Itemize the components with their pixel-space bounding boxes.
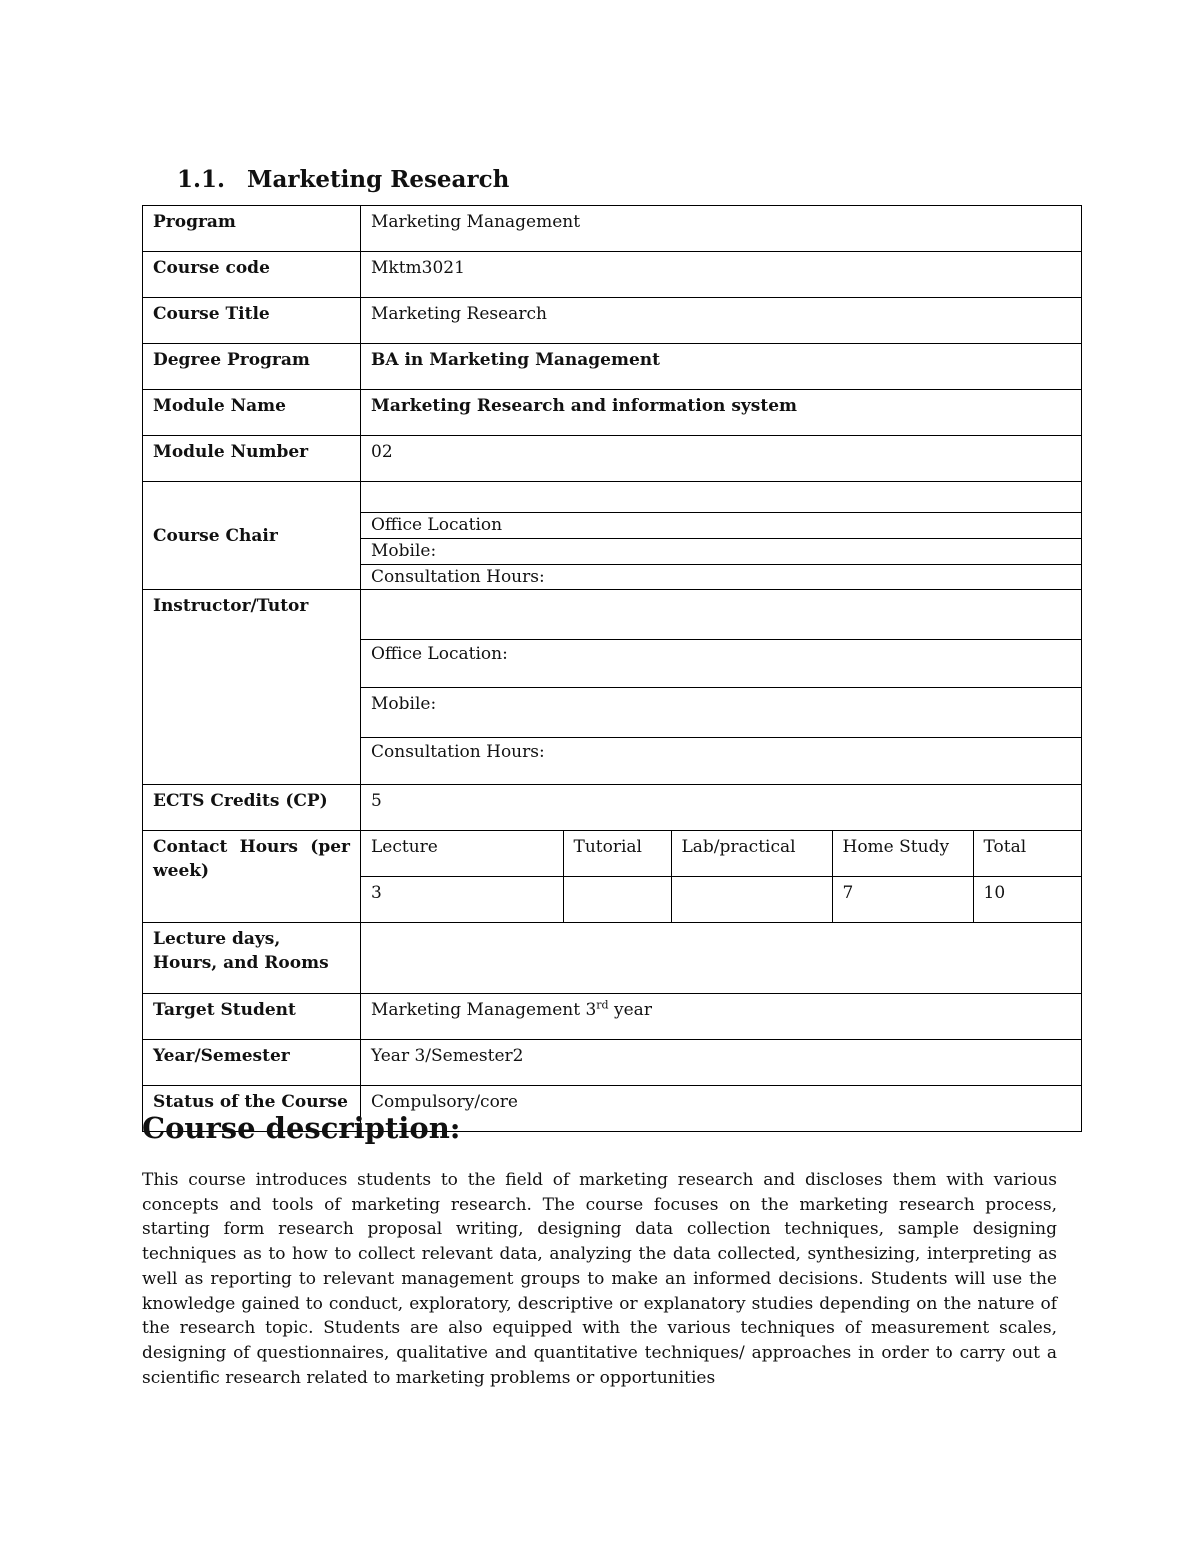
course-chair-office: Office Location xyxy=(361,513,1081,539)
row-label: Module Name xyxy=(143,390,361,436)
contact-hours-value: 10 xyxy=(983,883,1006,903)
row-label: Status of the Course xyxy=(143,1086,361,1132)
course-chair-consultation: Consultation Hours: xyxy=(371,567,545,587)
row-label: Lecture days, Hours, and Rooms xyxy=(143,923,361,994)
contact-hours-value: 7 xyxy=(832,877,973,923)
row-value: Marketing Research and information system xyxy=(361,390,1082,436)
table-row xyxy=(143,436,1082,482)
row-value: Mktm3021 xyxy=(361,252,1082,298)
table-row xyxy=(143,206,1082,252)
course-info-table xyxy=(142,205,1082,1132)
section-number: 1.1. xyxy=(177,166,226,193)
row-value: 02 xyxy=(361,436,1082,482)
contact-hours-header: Lecture xyxy=(361,831,563,877)
row-value xyxy=(361,994,1082,1040)
table-row xyxy=(143,1040,1082,1086)
row-label: ECTS Credits (CP) xyxy=(143,785,361,831)
contact-hours-header: Tutorial xyxy=(563,831,671,877)
row-value: Marketing Research xyxy=(361,298,1082,344)
row-value: BA in Marketing Management xyxy=(361,344,1082,390)
row-label: Course Chair xyxy=(143,482,361,590)
contact-hours-grid xyxy=(361,831,1082,923)
contact-hours-header: Home Study xyxy=(832,831,973,877)
ordinal-suffix: rd xyxy=(596,998,609,1012)
row-label: Contact Hours (per week) xyxy=(143,831,361,923)
table-row xyxy=(143,923,1082,994)
row-value: Compulsory/core xyxy=(361,1086,1082,1132)
course-chair-mobile: Mobile: xyxy=(361,539,1081,565)
section-title: Marketing Research xyxy=(247,166,510,193)
table-row xyxy=(143,390,1082,436)
instructor-details xyxy=(361,590,1082,785)
table-row xyxy=(143,831,1082,923)
course-description-body: This course introduces students to the field of marketing research and discloses them with various concepts and tools of marketing research. The course focuses on the marketing research process, starting form research proposal writing, designing data collection techniques, sample designing techniques as to how to collect relevant data, analyzing the data collected, synthesizing, interpreting as well as reporting to relevant management groups to make an informed decisions. Students will use the knowledge gained to conduct, exploratory, descriptive or explanatory studies depending on the nature of the research topic. Students are also equipped with the various techniques of measurement scales, designing of questionnaires, qualitative and quantitative techniques/ approaches in order to carry out a scientific research related to marketing problems or opportunities xyxy=(142,1170,1057,1388)
row-value: 5 xyxy=(361,785,1082,831)
row-label: Instructor/Tutor xyxy=(143,590,361,785)
contact-hours-header: Lab/practical xyxy=(671,831,832,877)
row-label: Course code xyxy=(143,252,361,298)
instructor-consultation: Consultation Hours: xyxy=(371,742,545,762)
course-chair-details xyxy=(361,482,1082,590)
instructor-mobile: Mobile: xyxy=(361,688,1081,738)
contact-hours-header: Total xyxy=(973,831,1082,877)
row-label: Degree Program xyxy=(143,344,361,390)
table-row xyxy=(143,298,1082,344)
target-student-text-end: year xyxy=(608,1000,652,1020)
contact-hours-value xyxy=(671,877,832,923)
table-row xyxy=(143,482,1082,590)
table-row xyxy=(143,994,1082,1040)
table-row xyxy=(143,344,1082,390)
row-label: Year/Semester xyxy=(143,1040,361,1086)
target-student-text: Marketing Management 3 xyxy=(371,1000,597,1020)
row-label: Module Number xyxy=(143,436,361,482)
row-value: Marketing Management xyxy=(361,206,1082,252)
row-label: Course Title xyxy=(143,298,361,344)
row-label: Target Student xyxy=(143,994,361,1040)
row-value xyxy=(361,923,1082,994)
contact-hours-value: 3 xyxy=(361,877,563,923)
row-value: Year 3/Semester2 xyxy=(361,1040,1082,1086)
table-row xyxy=(143,785,1082,831)
course-description-title: Course description: xyxy=(142,1111,461,1145)
instructor-name xyxy=(361,590,1081,640)
row-label: Program xyxy=(143,206,361,252)
course-chair-name xyxy=(361,482,1081,513)
table-row xyxy=(143,252,1082,298)
section-heading xyxy=(177,166,509,193)
instructor-office: Office Location: xyxy=(361,640,1081,688)
contact-hours-value xyxy=(563,877,671,923)
table-row xyxy=(143,590,1082,785)
